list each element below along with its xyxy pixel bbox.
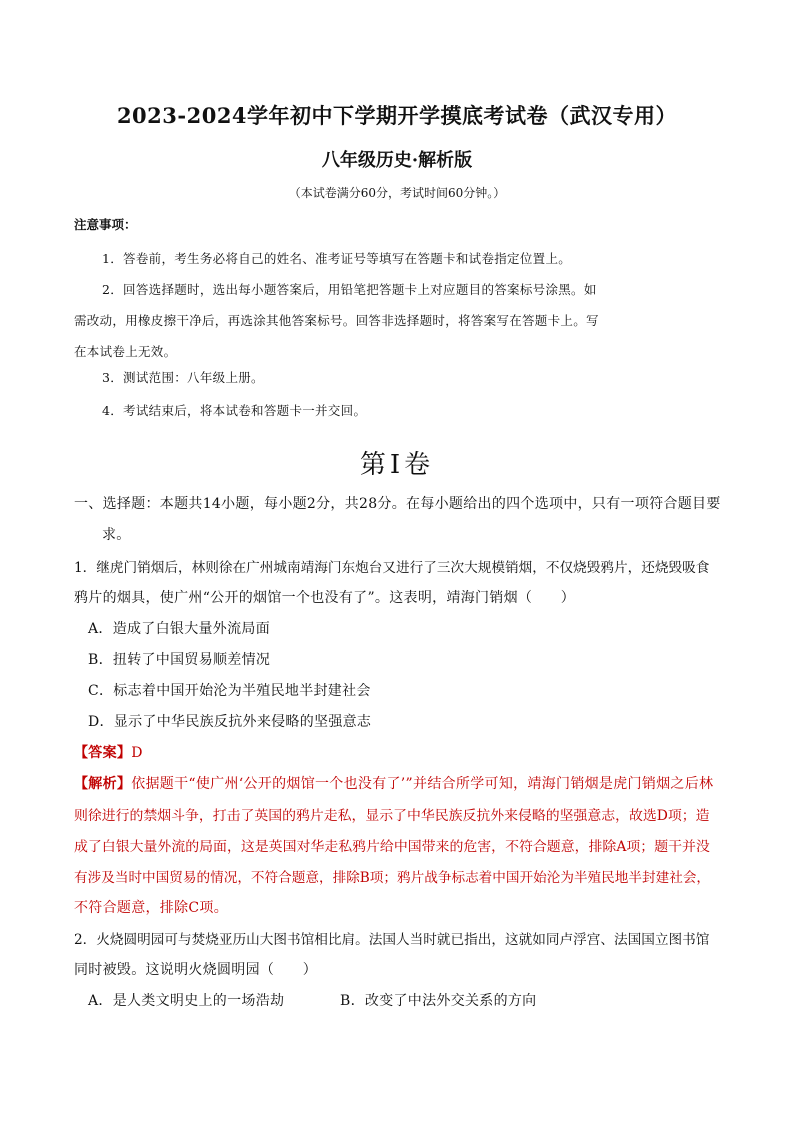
- question-1-stem: 1．继虎门销烟后，林则徐在广州城南靖海门东炮台又进行了三次大规模销烟，不仅烧毁鸦片，还烧毁吸食: [74, 560, 710, 576]
- question-1-option-c: C．标志着中国开始沦为半殖民地半封建社会: [88, 683, 371, 699]
- analysis-line-2: 则徐进行的禁烟斗争，打击了英国的鸦片走私，显示了中华民族反抗外来侵略的坚强意志，故选D项；造: [74, 808, 710, 824]
- notice-heading: 注意事项：: [74, 217, 137, 232]
- exam-info: （本试卷满分60分，考试时间60分钟。）: [288, 186, 506, 200]
- notice-item-3: 3．测试范围：八年级上册。: [102, 370, 264, 385]
- question-1-analysis: [74, 773, 713, 793]
- analysis-label: 【解析】: [74, 776, 132, 792]
- analysis-line-4: 有涉及当时中国贸易的情况，不符合题意，排除B项；鸦片战争标志着中国开始沦为半殖民地半封建社会，: [74, 870, 711, 886]
- question-1-option-b: B．扭转了中国贸易顺差情况: [88, 652, 271, 668]
- section-instruction: 一、选择题：本题共14小题，每小题2分，共28分。在每小题给出的四个选项中，只有一项符合题目要: [74, 496, 721, 512]
- question-2-stem: 2．火烧圆明园可与焚烧亚历山大图书馆相比肩。法国人当时就已指出，这就如同卢浮宫、法国国立图书馆: [74, 932, 710, 948]
- notice-item-4: 4．考试结束后，将本试卷和答题卡一并交回。: [102, 403, 367, 418]
- answer-label: 【答案】: [74, 745, 132, 761]
- analysis-line-5: 不符合题意，排除C项。: [74, 900, 229, 916]
- analysis-line-3: 成了白银大量外流的局面，这是英国对华走私鸦片给中国带来的危害，不符合题意，排除A项；题干并没: [74, 839, 710, 855]
- question-2-option-a: A．是人类文明史上的一场浩劫: [88, 993, 285, 1009]
- notice-item-2-end: 在本试卷上无效。: [74, 344, 177, 359]
- question-1-answer: [74, 742, 143, 762]
- exam-subtitle: 八年级历史·解析版: [321, 150, 473, 171]
- section-title: 第Ⅰ卷: [359, 450, 435, 480]
- question-1-option-d: D．显示了中华民族反抗外来侵略的坚强意志: [88, 714, 372, 730]
- notice-item-2-cont: 需改动，用橡皮擦干净后，再选涂其他答案标号。回答非选择题时，将答案写在答题卡上。写: [74, 313, 599, 328]
- analysis-line-1: 依据题干“使广州‘公开的烟馆一个也没有了’”并结合所学可知，靖海门销烟是虎门销烟之后林: [131, 776, 714, 792]
- section-instruction-cont: 求。: [102, 527, 131, 543]
- question-2-option-b: B．改变了中法外交关系的方向: [340, 993, 537, 1009]
- answer-value: D: [131, 745, 143, 761]
- exam-title: 2023-2024学年初中下学期开学摸底考试卷（武汉专用）: [116, 103, 678, 128]
- question-1-stem-cont: 鸦片的烟具，使广州“公开的烟馆一个也没有了”。这表明，靖海门销烟（ ）: [74, 590, 576, 606]
- question-2-stem-cont: 同时被毁。这说明火烧圆明园（ ）: [74, 962, 318, 978]
- question-1-option-a: A．造成了白银大量外流局面: [88, 621, 271, 637]
- notice-item-1: 1．答卷前，考生务必将自己的姓名、准考证号等填写在答题卡和试卷指定位置上。: [102, 251, 572, 266]
- notice-item-2: 2．回答选择题时，选出每小题答案后，用铅笔把答题卡上对应题目的答案标号涂黑。如: [102, 282, 597, 297]
